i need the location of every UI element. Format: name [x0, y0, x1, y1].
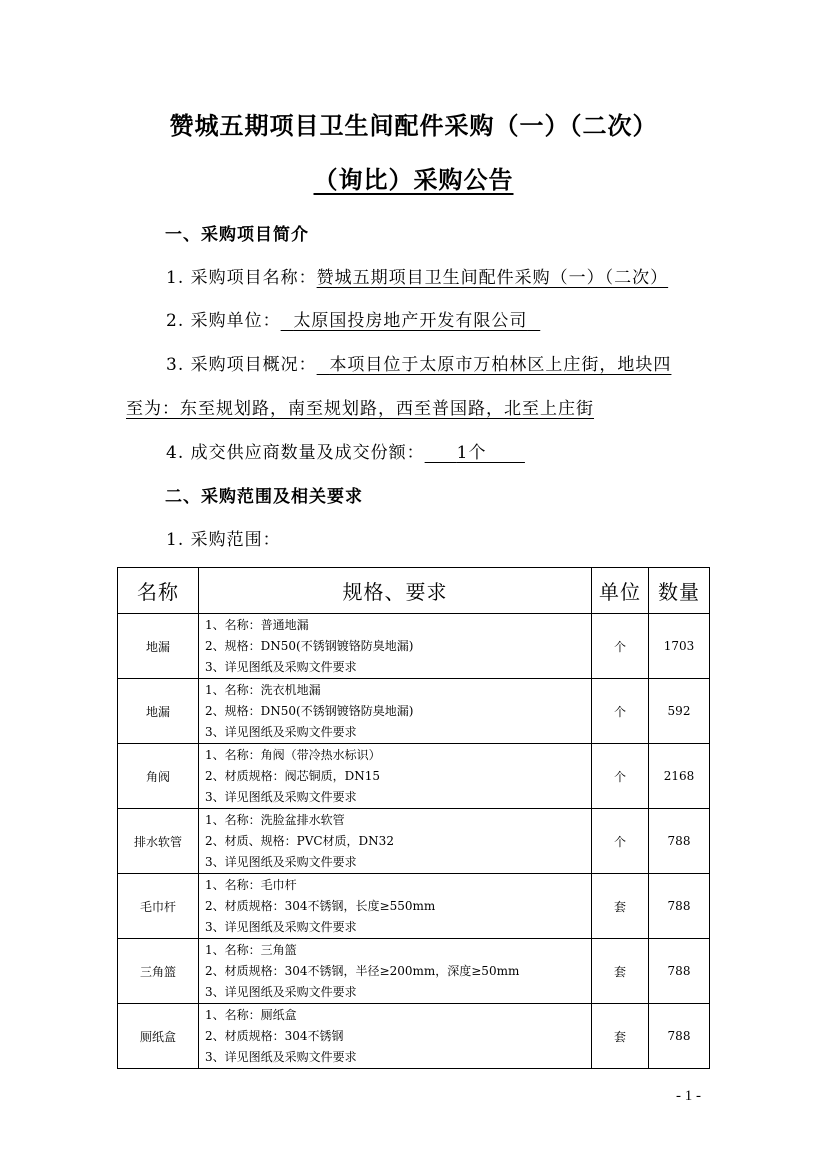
supplier-count-value: 1个: [456, 443, 487, 463]
row-name: 厕纸盒: [118, 1004, 199, 1069]
row-qty: 788: [649, 809, 710, 874]
row-qty: 2168: [649, 744, 710, 809]
table-row: [118, 679, 710, 744]
row-spec: 1、名称：角阀（带冷热水标识） 2、材质规格：阀芯铜质，DN15 3、详见图纸及采购文件要求: [199, 744, 592, 809]
row-qty: 592: [649, 679, 710, 744]
page-number: - 1 -: [676, 1088, 701, 1104]
overview-label: 3. 采购项目概况：: [166, 355, 317, 375]
project-name-label: 1. 采购项目名称：: [166, 268, 317, 288]
row-qty: 788: [649, 1004, 710, 1069]
row-name: 地漏: [118, 614, 199, 679]
row-unit: 个: [592, 744, 649, 809]
row-spec: 1、名称：厕纸盒 2、材质规格：304不锈钢 3、详见图纸及采购文件要求: [199, 1004, 592, 1069]
row-qty: 788: [649, 939, 710, 1004]
table-row: [118, 614, 710, 679]
purchaser-value: 太原国投房地产开发有限公司: [293, 311, 528, 331]
header-name: 名称: [118, 568, 199, 614]
title-line2-text: （询比）采购公告: [313, 166, 514, 194]
table-row: [118, 1004, 710, 1069]
table-row: [118, 874, 710, 939]
table-row: [118, 809, 710, 874]
section1-heading: 一、采购项目简介: [165, 225, 309, 245]
header-qty: 数量: [649, 568, 710, 614]
row-name: 地漏: [118, 679, 199, 744]
section2-heading: 二、采购范围及相关要求: [165, 487, 363, 507]
row-spec: 1、名称：普通地漏 2、规格：DN50(不锈钢镀铬防臭地漏) 3、详见图纸及采购文件要求: [199, 614, 592, 679]
supplier-count-label: 4. 成交供应商数量及成交份额：: [166, 443, 425, 463]
row-name: 排水软管: [118, 809, 199, 874]
project-name-value: 赞城五期项目卫生间配件采购（一）（二次）: [316, 268, 669, 288]
overview-value-line2: 至为：东至规划路，南至规划路，西至普国路，北至上庄街: [126, 399, 594, 419]
row-unit: 套: [592, 939, 649, 1004]
procurement-scope-table: [117, 567, 710, 1069]
row-unit: 个: [592, 614, 649, 679]
table-header-row: [118, 568, 710, 614]
table-row: [118, 939, 710, 1004]
overview-value-line1: 本项目位于太原市万柏林区上庄街，地块四: [329, 355, 672, 375]
project-name-line: [166, 263, 668, 288]
row-name: 三角篮: [118, 939, 199, 1004]
row-name: 角阀: [118, 744, 199, 809]
document-title-line2: [0, 160, 827, 195]
purchaser-label: 2. 采购单位：: [166, 311, 281, 331]
overview-line1: [166, 350, 671, 375]
row-unit: 个: [592, 809, 649, 874]
row-spec: 1、名称：毛巾杆 2、材质规格：304不锈钢，长度≥550mm 3、详见图纸及采购文件要求: [199, 874, 592, 939]
header-spec: 规格、要求: [199, 568, 592, 614]
row-spec: 1、名称：洗脸盆排水软管 2、材质、规格：PVC材质，DN32 3、详见图纸及采购文件要求: [199, 809, 592, 874]
row-spec: 1、名称：三角篮 2、材质规格：304不锈钢，半径≥200mm，深度≥50mm 3、详见图纸及采购文件要求: [199, 939, 592, 1004]
document-title-line1: 赞城五期项目卫生间配件采购（一）（二次）: [169, 112, 658, 140]
header-unit: 单位: [592, 568, 649, 614]
row-unit: 个: [592, 679, 649, 744]
row-name: 毛巾杆: [118, 874, 199, 939]
row-unit: 套: [592, 1004, 649, 1069]
row-qty: 1703: [649, 614, 710, 679]
supplier-count-line: [166, 438, 525, 463]
purchaser-line: [166, 306, 540, 331]
row-unit: 套: [592, 874, 649, 939]
row-qty: 788: [649, 874, 710, 939]
scope-label: 1. 采购范围：: [166, 530, 281, 550]
row-spec: 1、名称：洗衣机地漏 2、规格：DN50(不锈钢镀铬防臭地漏) 3、详见图纸及采购文件要求: [199, 679, 592, 744]
overview-line2: [126, 394, 594, 419]
table-row: [118, 744, 710, 809]
